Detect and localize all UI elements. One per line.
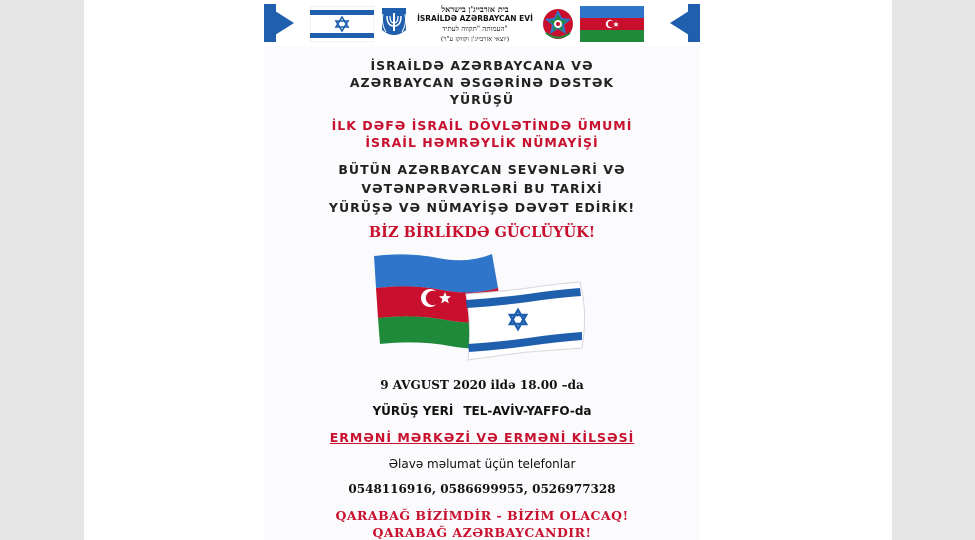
contact-info-label: Əlavə məlumat üçün telefonlar [388, 457, 576, 471]
location-label: YÜRÜŞ YERİ [372, 404, 454, 418]
organization-name [410, 4, 540, 44]
event-location [264, 404, 700, 418]
solidarity-line: İSRAİL HƏMRƏYLİK NÜMAYİŞİ [365, 135, 599, 150]
solidarity-line: İLK DƏFƏ İSRAİL DÖVLƏTİNDƏ ÜMUMİ [331, 118, 633, 133]
org-association-hebrew: העמותה "תקווה לעתיד" [442, 25, 508, 33]
banner-right-chevron [670, 4, 700, 42]
closing-line: QARABAĞ AZƏRBAYCANDIR! [372, 525, 592, 540]
invitation-line: VƏTƏNPƏRVƏRLƏRİ BU TARİXİ [361, 181, 603, 196]
closing-slogan [264, 507, 700, 540]
location-value: TEL-AVİV-YAFFO-da [463, 404, 592, 418]
israel-emblem-icon [380, 6, 408, 40]
azerbaijan-flag-icon [580, 6, 644, 42]
slogan: BİZ BİRLİKDƏ GÜCLÜYÜK! [368, 224, 596, 241]
heading-line: YÜRÜŞÜ [449, 92, 515, 107]
israel-flag-icon [310, 6, 374, 42]
heading-line: İSRAİLDƏ AZƏRBAYCANA VƏ [370, 58, 594, 73]
org-name-hebrew: בית אזרבייג'ן בישראל [441, 4, 509, 14]
org-subtitle-hebrew: (יוצאי אזרבייג'ן וקווקז ע"ר) [440, 35, 510, 43]
heading-line: AZƏRBAYCAN ƏSGƏRİNƏ DƏSTƏK [349, 75, 615, 90]
invitation-line: YÜRÜŞƏ VƏ NÜMAYİŞƏ DƏVƏT EDİRİK! [328, 200, 636, 215]
event-date: 9 AVGUST 2020 ildə 18.00 –da [380, 378, 584, 392]
poster-banner [264, 0, 700, 46]
invitation-line: BÜTÜN AZƏRBAYCAN SEVƏNLƏRİ VƏ [338, 162, 626, 177]
closing-line: QARABAĞ BİZİMDİR - BİZİM OLACAQ! [335, 508, 629, 523]
poster [264, 0, 700, 540]
azerbaijan-emblem-icon [541, 6, 575, 42]
event-place: ERMƏNİ MƏRKƏZİ VƏ ERMƏNİ KİLSƏSİ [329, 430, 635, 445]
azerbaijan-israel-flags-illustration [368, 252, 588, 364]
waving-israel-flag [466, 282, 585, 360]
banner-left-chevron [264, 4, 294, 42]
org-name-azerbaijani: İSRAİLDƏ AZƏRBAYCAN EVİ [417, 14, 533, 23]
solidarity-heading [264, 117, 700, 151]
invitation-text [264, 160, 700, 217]
contact-phones: 0548116916, 0586699955, 0526977328 [348, 482, 616, 496]
march-heading [264, 57, 700, 108]
